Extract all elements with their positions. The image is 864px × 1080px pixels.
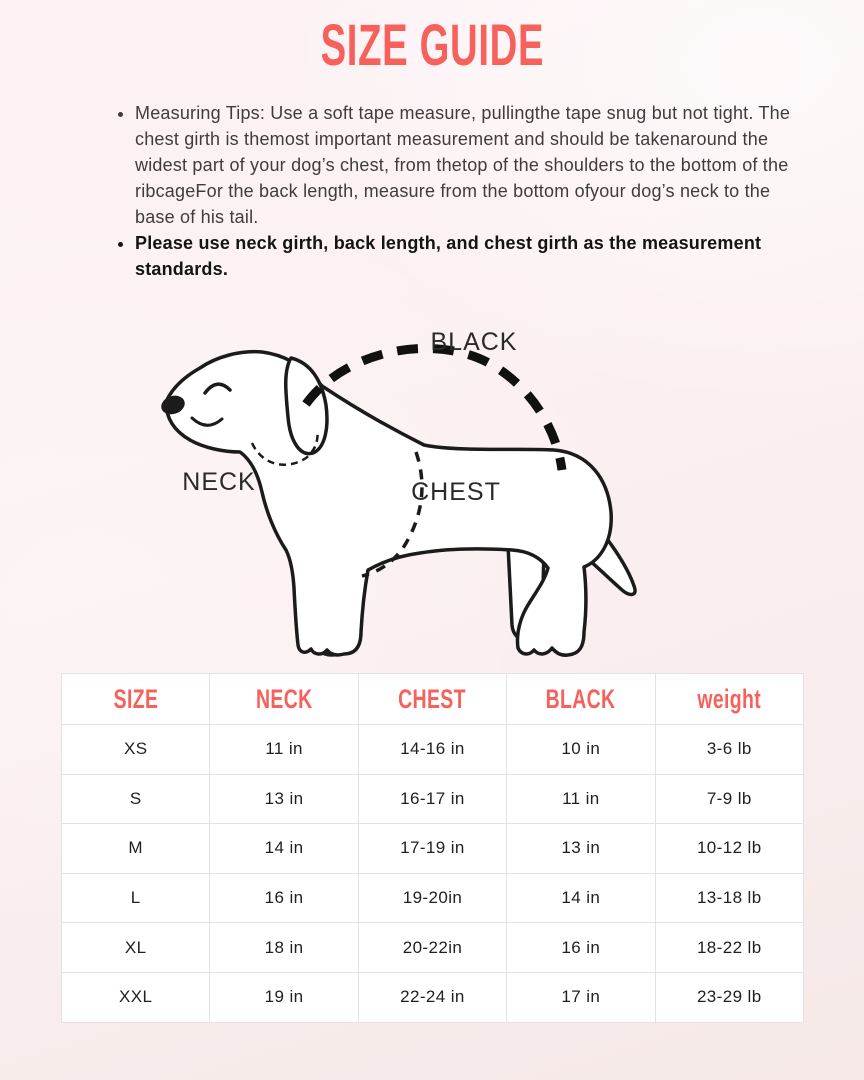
table-cell: 20-22in: [358, 923, 506, 973]
table-cell: 11 in: [507, 774, 655, 824]
measurement-standards-item: • Please use neck girth, back length, and chest girth as the measurement standards.: [135, 230, 803, 282]
table-cell: 7-9 lb: [655, 774, 803, 824]
table-cell: 13-18 lb: [655, 873, 803, 923]
table-row: [62, 873, 804, 923]
table-cell: 18 in: [210, 923, 358, 973]
table-row: [62, 824, 804, 874]
table-cell: 17-19 in: [358, 824, 506, 874]
dog-ear: [286, 358, 327, 454]
table-cell: 11 in: [210, 725, 358, 775]
table-cell: 14-16 in: [358, 725, 506, 775]
table-row: [62, 972, 804, 1022]
header-back: BLACK: [507, 674, 655, 725]
table-cell: XS: [62, 725, 210, 775]
table-row: [62, 923, 804, 973]
table-cell: 18-22 lb: [655, 923, 803, 973]
table-cell: 14 in: [507, 873, 655, 923]
dog-measurement-diagram: [140, 318, 700, 670]
page-title: SIZE GUIDE: [320, 13, 544, 78]
page-title-wrap: [0, 13, 864, 78]
table-cell: 10 in: [507, 725, 655, 775]
measuring-tips-list: [117, 100, 803, 282]
table-cell: 10-12 lb: [655, 824, 803, 874]
chest-label: CHEST: [411, 478, 501, 506]
back-label: BLACK: [430, 328, 518, 356]
table-cell: 19-20in: [358, 873, 506, 923]
size-table-header-row: [62, 674, 804, 725]
table-row: [62, 774, 804, 824]
table-cell: XXL: [62, 972, 210, 1022]
table-row: [62, 725, 804, 775]
table-cell: 16-17 in: [358, 774, 506, 824]
header-weight: weight: [655, 674, 803, 725]
header-neck: NECK: [210, 674, 358, 725]
table-cell: 17 in: [507, 972, 655, 1022]
table-cell: 19 in: [210, 972, 358, 1022]
size-table: [61, 673, 804, 1023]
header-size: SIZE: [62, 674, 210, 725]
table-cell: 23-29 lb: [655, 972, 803, 1022]
neck-label: NECK: [182, 468, 256, 496]
table-cell: L: [62, 873, 210, 923]
table-cell: 16 in: [507, 923, 655, 973]
table-cell: 3-6 lb: [655, 725, 803, 775]
measuring-tip-item: • Measuring Tips: Use a soft tape measure, pullingthe tape snug but not tight. The chest girth is themost important measurement and should be takenaround the widest part of your dog’s chest, from thetop of the shoulders to the bottom of the ribcageFor the back length, measure from the bottom ofyour dog’s neck to the base of his tail.: [135, 100, 803, 230]
table-cell: 16 in: [210, 873, 358, 923]
table-cell: 14 in: [210, 824, 358, 874]
dog-body: [166, 352, 611, 656]
table-cell: XL: [62, 923, 210, 973]
size-table-wrap: [61, 673, 804, 1023]
table-cell: S: [62, 774, 210, 824]
table-cell: 13 in: [210, 774, 358, 824]
table-cell: M: [62, 824, 210, 874]
table-cell: 13 in: [507, 824, 655, 874]
table-cell: 22-24 in: [358, 972, 506, 1022]
header-chest: CHEST: [358, 674, 506, 725]
